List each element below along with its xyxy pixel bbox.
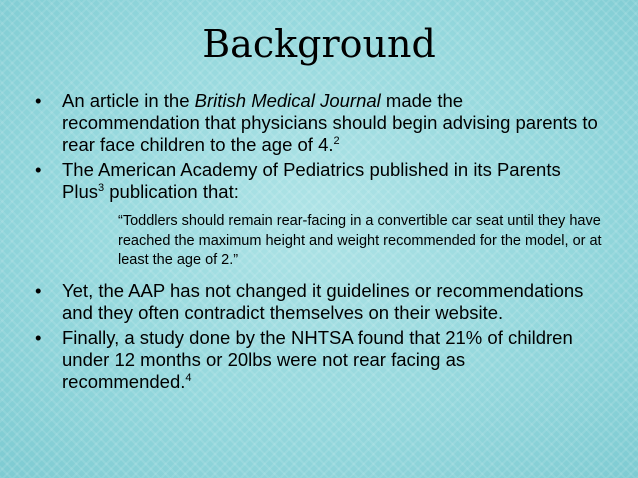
- bullet-text: Finally, a study done by the NHTSA found that 21% of children under 12 months or 20lbs were not rear facing as recommended.: [62, 326, 573, 392]
- aap-quote: “Toddlers should remain rear-facing in a convertible car seat until they have reached the maximum height and weight recommended for the model, or at least the age of 2.”: [118, 213, 602, 268]
- bullet-icon: •: [35, 159, 42, 180]
- bullet-item-aap-guidelines: [0, 280, 638, 324]
- citation-number: 3: [98, 182, 105, 194]
- bullet-text: Yet, the AAP has not changed it guidelines or recommendations and they often contradict themselves on their website.: [62, 279, 584, 323]
- bullet-icon: •: [35, 326, 42, 348]
- bullet-text: made the recommendation that physicians should begin advising parents to rear face children to the age of 4.: [62, 90, 598, 155]
- citation-number: 2: [333, 135, 340, 147]
- bullet-text: publication that:: [104, 181, 239, 202]
- bullet-icon: •: [35, 90, 42, 111]
- bullet-text: The American Academy of Pediatrics published in its Parents Plus: [62, 159, 561, 202]
- bullet-item-aap-publication: [0, 159, 638, 203]
- bullet-text: An article in the: [62, 90, 195, 111]
- bullet-list: [0, 90, 638, 396]
- bullet-item-nhtsa-study: [0, 327, 638, 393]
- slide-title: Background: [202, 22, 436, 66]
- citation-number: 4: [185, 371, 192, 384]
- journal-name: British Medical Journal: [194, 90, 381, 111]
- bullet-icon: •: [35, 279, 42, 301]
- bullet-item-bmj: [0, 90, 638, 156]
